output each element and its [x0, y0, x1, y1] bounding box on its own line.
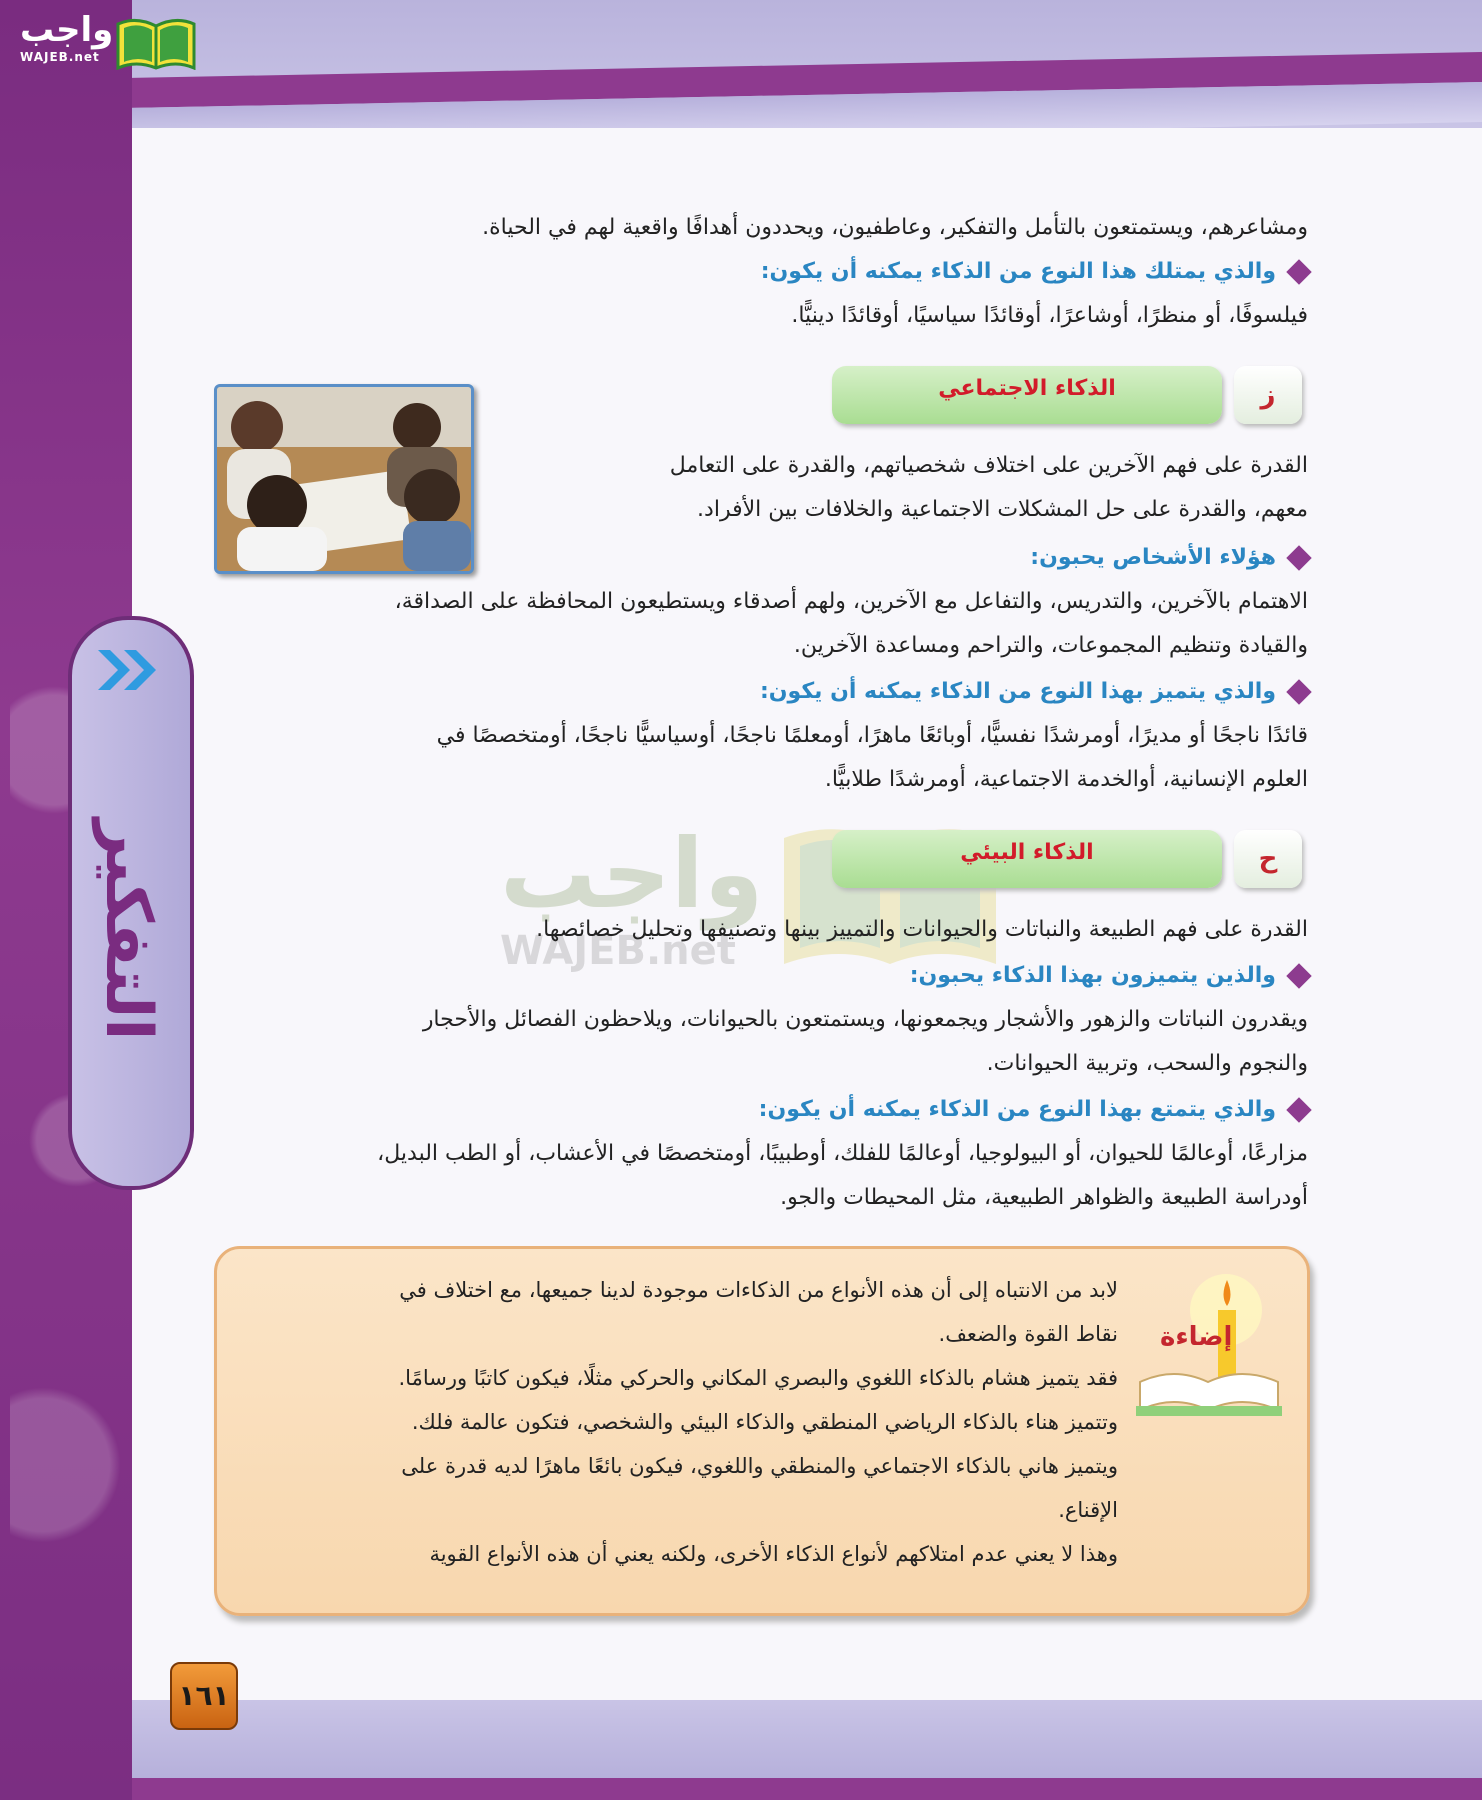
section-z-bullet-1	[1030, 536, 1308, 580]
diamond-bullet-icon	[1286, 963, 1311, 988]
intro-line-1: ومشاعرهم، ويستمتعون بالتأمل والتفكير، وعاطفيون، ويحددون أهدافًا واقعية لهم في الحياة.	[482, 215, 1308, 240]
section-z-likes-2: والقيادة وتنظيم المجموعات، والتراحم ومساعدة الآخرين.	[793, 633, 1308, 658]
watermark-subtext: WAJEB.net	[500, 928, 736, 974]
logo-subtext: WAJEB.net	[20, 50, 100, 64]
tip-line-1: لابد من الانتباه إلى أن هذه الأنواع من الذكاءات موجودة لدينا جميعها، مع اختلاف في	[399, 1278, 1118, 1302]
intro-bullet-text: والذي يمتلك هذا النوع من الذكاء يمكنه أن يكون:	[760, 259, 1276, 284]
section-z-heading	[832, 366, 1222, 424]
section-h-likes-1: ويقدرون النباتات والزهور والأشجار ويجمعونها، ويستمتعون بالحيوانات، ويلاحظون الفصائل والأحجار	[422, 1007, 1308, 1032]
section-z-likes-1: الاهتمام بالآخرين، والتدريس، والتفاعل مع الآخرين، ولهم أصدقاء ويستطيعون المحافظة على الصداقة،	[394, 589, 1308, 614]
section-h-bullet-1-text: والذين يتميزون بهذا الذكاء يحبون:	[909, 963, 1276, 988]
diamond-bullet-icon	[1286, 679, 1311, 704]
section-z-jobs-1: قائدًا ناجحًا أو مديرًا، أومرشدًا نفسيًّا، أوبائعًا ماهرًا، أومعلمًا ناجحًا، أوسياسيًّا ناجحًا، أومتخصصًا في	[436, 723, 1308, 748]
section-z-jobs-2: العلوم الإنسانية، أوالخدمة الاجتماعية، أومرشدًا طلابيًّا.	[824, 767, 1308, 792]
section-h-jobs-1: مزارعًا، أوعالمًا للحيوان، أو البيولوجيا، أوعالمًا للفلك، أوطبيبًا، أومتخصصًا في الأعشاب، أو الطب البديل،	[377, 1141, 1308, 1166]
section-h-bullet-2	[759, 1088, 1308, 1132]
section-h-bullet-2-text: والذي يتمتع بهذا النوع من الذكاء يمكنه أن يكون:	[758, 1097, 1276, 1122]
section-h-jobs-2: أودراسة الطبيعة والظواهر الطبيعية، مثل المحيطات والجو.	[780, 1185, 1308, 1210]
tip-line-5: ويتميز هاني بالذكاء الاجتماعي والمنطقي واللغوي، فيكون بائعًا ماهرًا لديه قدرة على	[401, 1454, 1118, 1478]
wajeb-logo[interactable]	[8, 6, 188, 66]
tip-label: إضاءة	[1160, 1322, 1233, 1352]
book-icon	[116, 14, 196, 70]
section-z-title: الذكاء الاجتماعي	[938, 376, 1116, 401]
section-h-letter: ح	[1234, 830, 1302, 888]
section-h-heading	[832, 830, 1222, 888]
diamond-bullet-icon	[1286, 259, 1311, 284]
tip-line-7: وهذا لا يعني عدم امتلاكهم لأنواع الذكاء الأخرى، ولكنه يعني أن هذه الأنواع القوية	[429, 1542, 1118, 1566]
watermark-text: واجب	[500, 818, 764, 930]
logo-text: واجب	[20, 10, 114, 50]
section-z-letter: ز	[1234, 366, 1302, 424]
section-z-bullet-1-text: هؤلاء الأشخاص يحبون:	[1030, 545, 1276, 570]
tip-line-2: نقاط القوة والضعف.	[938, 1322, 1118, 1346]
students-photo	[214, 384, 474, 574]
chapter-title: التفكير	[91, 819, 165, 1041]
tip-line-4: وتتميز هناء بالذكاء الرياضي المنطقي والذكاء البيئي والشخصي، فتكون عالمة فلك.	[411, 1410, 1118, 1434]
section-z-desc-1: القدرة على فهم الآخرين على اختلاف شخصياتهم، والقدرة على التعامل	[669, 453, 1308, 478]
section-z-bullet-2-text: والذي يتميز بهذا النوع من الذكاء يمكنه أن يكون:	[759, 679, 1276, 704]
intro-line-2: فيلسوفًا، أو منظرًا، أوشاعرًا، أوقائدًا سياسيًا، أوقائدًا دينيًّا.	[791, 303, 1308, 328]
bottom-stripe	[132, 1778, 1482, 1800]
tip-line-6: الإقناع.	[1058, 1498, 1118, 1522]
section-h-likes-2: والنجوم والسحب، وتربية الحيوانات.	[986, 1051, 1308, 1076]
section-z-bullet-2	[760, 670, 1308, 714]
diamond-bullet-icon	[1286, 1097, 1311, 1122]
tip-line-3: فقد يتميز هشام بالذكاء اللغوي والبصري المكاني والحركي مثلًا، فيكون كاتبًا ورسامًا.	[398, 1366, 1118, 1390]
page-number: ١٦١	[170, 1662, 238, 1730]
section-h-bullet-1	[910, 954, 1308, 998]
intro-bullet	[761, 250, 1308, 294]
double-chevron-icon	[94, 648, 160, 692]
diamond-bullet-icon	[1286, 545, 1311, 570]
section-h-title: الذكاء البيئي	[960, 840, 1094, 865]
section-h-desc-1: القدرة على فهم الطبيعة والنباتات والحيوانات والتمييز بينها وتصنيفها وتحليل خصائصها.	[536, 917, 1308, 942]
section-z-desc-2: معهم، والقدرة على حل المشكلات الاجتماعية والخلافات بين الأفراد.	[697, 497, 1308, 522]
students-illustration	[217, 387, 471, 571]
